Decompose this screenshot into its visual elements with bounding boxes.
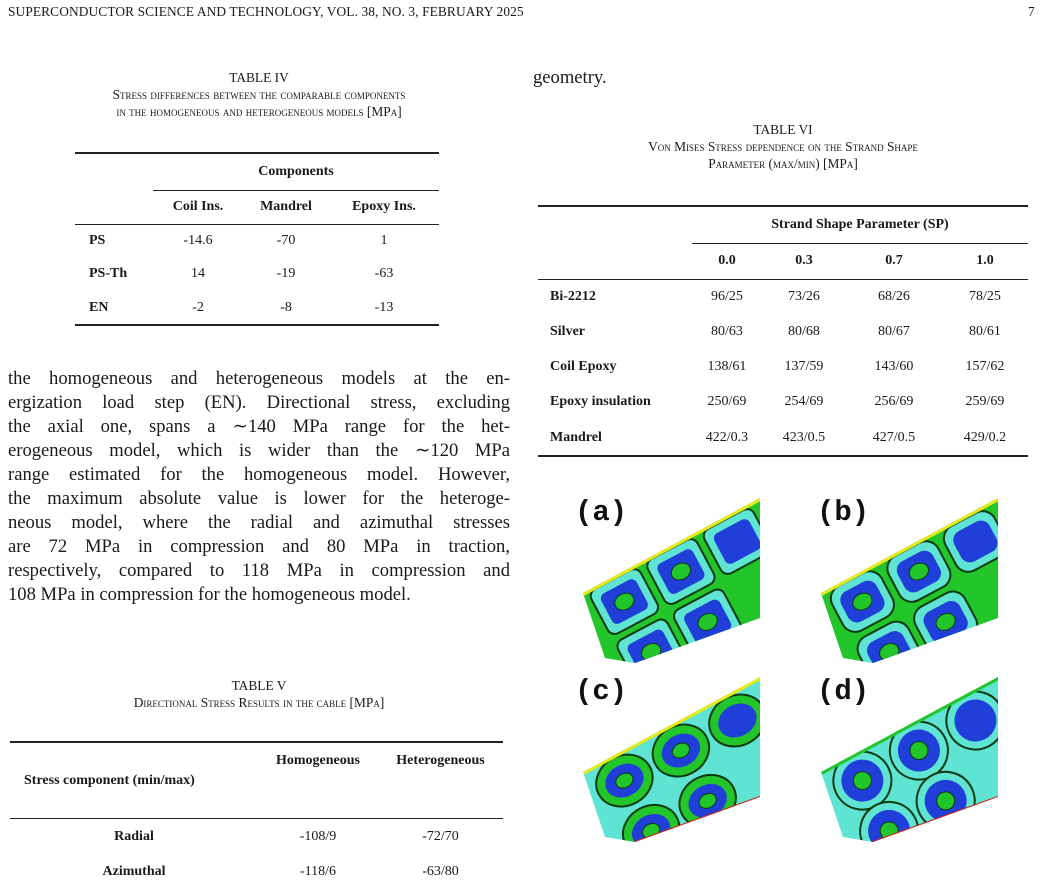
table6-caption-line1: Von Mises Stress dependence on the Strand Shape xyxy=(648,139,918,154)
table-cell: 96/25 xyxy=(711,288,743,304)
table-cell: 422/0.3 xyxy=(705,429,749,445)
table-cell: -63/80 xyxy=(422,864,459,879)
table6-group-header: Strand Shape Parameter (SP) xyxy=(692,206,1028,243)
paragraph-line: the axial one, spans a ∼140 MPa range for the het- xyxy=(8,416,510,437)
table-cell: 423/0.5 xyxy=(782,429,826,445)
table4 xyxy=(75,152,439,326)
row-label: Mandrel xyxy=(550,429,602,445)
table-cell: -118/6 xyxy=(299,864,337,879)
panel-label: (b) xyxy=(817,498,870,529)
table-cell: -108/9 xyxy=(299,828,337,844)
table4-caption xyxy=(0,69,518,120)
table-cell: 78/25 xyxy=(969,288,1001,304)
table-cell: 80/63 xyxy=(711,323,743,339)
table6-label: TABLE VI xyxy=(753,122,813,137)
table5-caption xyxy=(0,677,518,711)
row-label: Radial xyxy=(114,828,154,844)
paragraph-line: erogeneous model, which is wider than the ∼120 MPa xyxy=(8,440,510,461)
row-label: PS xyxy=(89,232,106,248)
table4-col-header: Epoxy Ins. xyxy=(352,199,416,214)
table-row xyxy=(75,291,439,325)
table-cell: 259/69 xyxy=(965,394,1005,409)
table-cell: -19 xyxy=(276,266,296,281)
table-cell: 137/59 xyxy=(784,358,824,374)
row-label: Bi-2212 xyxy=(550,288,596,304)
table6-caption-line2: Parameter (max/min) [MPa] xyxy=(708,156,858,171)
row-label: Azimuthal xyxy=(102,864,166,879)
table-row xyxy=(75,257,439,291)
table-cell: -70 xyxy=(276,232,296,248)
table-cell: -2 xyxy=(192,299,204,315)
table4-group-header: Components xyxy=(153,153,439,190)
paragraph-line: the homogeneous and heterogeneous models at the en- xyxy=(8,368,510,389)
row-label: EN xyxy=(89,299,109,315)
table-row xyxy=(538,279,1028,314)
table-row xyxy=(75,224,439,257)
page-number: 7 xyxy=(1028,4,1035,19)
table-cell: -72/70 xyxy=(422,828,459,844)
table-cell: 427/0.5 xyxy=(872,429,916,445)
table6-col-header: 0.3 xyxy=(795,253,813,268)
paragraph-line: range estimated for the homogeneous model. However, xyxy=(8,464,510,485)
table-cell: 73/26 xyxy=(788,288,820,304)
table-cell: 138/61 xyxy=(707,358,747,374)
row-label: Coil Epoxy xyxy=(550,358,617,374)
row-label: Silver xyxy=(550,323,585,339)
table4-col-header: Coil Ins. xyxy=(172,199,224,214)
panel-label: (d) xyxy=(817,677,870,708)
table-cell: -8 xyxy=(280,299,292,315)
figure-panel-d xyxy=(813,677,1028,847)
paragraph-line: respectively, compared to 118 MPa in compression and xyxy=(8,560,510,581)
table5-row-header: Stress component (min/max) xyxy=(24,773,195,788)
table5-label: TABLE V xyxy=(231,678,287,693)
body-paragraph xyxy=(8,367,510,607)
table5-col-header: Homogeneous xyxy=(276,752,360,768)
table5-col-header: Heterogeneous xyxy=(396,752,485,768)
table-cell: 14 xyxy=(191,266,205,281)
table-cell: -13 xyxy=(374,299,394,315)
table4-col-header: Mandrel xyxy=(260,199,312,214)
table4-label: TABLE IV xyxy=(229,70,289,85)
panel-label: (a) xyxy=(575,498,628,529)
table-cell: 429/0.2 xyxy=(963,429,1007,445)
table4-caption-line2: in the homogeneous and heterogeneous models [MPa] xyxy=(116,104,402,119)
table-row xyxy=(538,420,1028,456)
table-cell: 80/61 xyxy=(969,323,1001,339)
panel-label: (c) xyxy=(575,677,628,708)
table-cell: 1 xyxy=(380,232,388,248)
table-cell: 157/62 xyxy=(965,358,1005,374)
table6-caption xyxy=(533,121,1033,172)
paragraph-line: are 72 MPa in compression and 80 MPa in traction, xyxy=(8,536,510,557)
table-cell: 254/69 xyxy=(784,394,824,409)
table-cell: 80/68 xyxy=(788,323,820,339)
table-cell: 256/69 xyxy=(874,394,914,409)
paragraph-line: ergization load step (EN). Directional stress, excluding xyxy=(8,392,510,413)
table-row xyxy=(10,855,503,889)
table6 xyxy=(538,205,1028,457)
table5 xyxy=(10,741,503,889)
table-row xyxy=(538,314,1028,349)
figure-panel-c xyxy=(575,677,763,847)
table6-col-header: 0.0 xyxy=(718,253,736,268)
table-row xyxy=(538,384,1028,420)
table-cell: 250/69 xyxy=(707,394,747,409)
table6-col-header: 1.0 xyxy=(976,253,994,268)
paragraph-fragment: geometry. xyxy=(533,67,607,88)
table-row xyxy=(538,349,1028,384)
table-cell: -14.6 xyxy=(183,232,213,248)
paragraph-line: the maximum absolute value is lower for the heteroge- xyxy=(8,488,510,509)
table-row xyxy=(10,818,503,855)
paragraph-line: neous model, where the radial and azimuthal stresses xyxy=(8,512,510,533)
row-label: PS-Th xyxy=(89,266,128,281)
table-cell: 68/26 xyxy=(878,288,910,304)
journal-header: SUPERCONDUCTOR SCIENCE AND TECHNOLOGY, VOL. 38, NO. 3, FEBRUARY 2025 xyxy=(8,4,524,19)
table-cell: -63 xyxy=(374,266,394,281)
table5-caption-line1: Directional Stress Results in the cable [MPa] xyxy=(133,695,385,710)
table4-caption-line1: Stress differences between the comparable components xyxy=(112,87,406,102)
table-cell: 80/67 xyxy=(878,323,910,339)
paragraph-line: 108 MPa in compression for the homogeneous model. xyxy=(8,584,411,605)
row-label: Epoxy insulation xyxy=(550,394,651,409)
figure-panel-b xyxy=(813,498,1028,665)
figure-panel-a xyxy=(575,498,763,665)
table6-col-header: 0.7 xyxy=(885,253,903,268)
table-cell: 143/60 xyxy=(874,358,914,374)
